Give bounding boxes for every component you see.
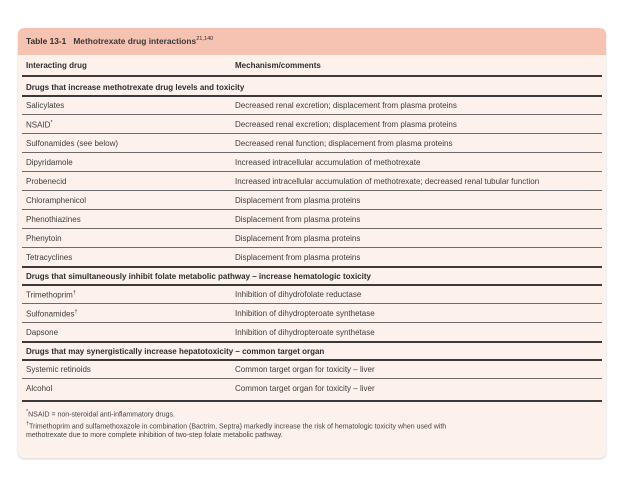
table-row-drug: Probenecid [26, 177, 67, 186]
footnote: methotrexate due to more complete inhibition of two-step folate metabolic pathway. [26, 432, 283, 439]
row-rule [22, 152, 602, 153]
table-row-mechanism: Inhibition of dihydropteroate synthetase [235, 309, 375, 318]
section-heading: Drugs that may synergistically increase hepatotoxicity – common target organ [26, 347, 325, 356]
row-rule [22, 114, 602, 115]
table-row-mechanism: Decreased renal excretion; displacement from plasma proteins [235, 101, 457, 110]
section-rule [22, 284, 602, 286]
table-title-bar [18, 28, 606, 55]
footnote: *NSAID = non-steroidal anti-inflammatory drugs. [26, 409, 175, 419]
table-row-mechanism: Decreased renal function; displacement from plasma proteins [235, 139, 453, 148]
row-rule [22, 133, 602, 134]
table-row-mechanism: Displacement from plasma proteins [235, 196, 361, 205]
section-rule [22, 266, 602, 268]
table-bottom-rule [22, 400, 602, 402]
table-row-mechanism: Displacement from plasma proteins [235, 215, 361, 224]
table-row-mechanism: Common target organ for toxicity – liver [235, 384, 375, 393]
table-row-drug: Sulfonamides (see below) [26, 139, 119, 148]
table-row-mechanism: Inhibition of dihydropteroate synthetase [235, 328, 375, 337]
column-header-drug: Interacting drug [26, 61, 87, 70]
row-rule [22, 247, 602, 248]
section-heading: Drugs that simultaneously inhibit folate metabolic pathway – increase hematologic toxicity [26, 272, 371, 281]
section-rule [22, 359, 602, 361]
table-row-mechanism: Increased intracellular accumulation of methotrexate; decreased renal tubular function [235, 177, 540, 186]
row-rule [22, 228, 602, 229]
table-row-drug: Trimethoprim† [26, 290, 76, 300]
table-row-drug: Phenothiazines [26, 215, 81, 224]
table-row-mechanism: Displacement from plasma proteins [235, 234, 361, 243]
table-title-refs: 21,140 [196, 36, 214, 43]
table-row-mechanism: Increased intracellular accumulation of methotrexate [235, 158, 421, 167]
footnote: †Trimethoprim and sulfamethoxazole in combination (Bactrim, Septra) markedly increase the risk of hematologic toxicity when used with [26, 421, 447, 431]
table-row-drug: Tetracyclines [26, 253, 73, 262]
table-row-mechanism: Decreased renal excretion; displacement from plasma proteins [235, 120, 457, 129]
table-row-drug: NSAID* [26, 120, 53, 130]
table-row-drug: Alcohol [26, 384, 53, 393]
section-rule [22, 95, 602, 97]
table-row-drug: Dipyridamole [26, 158, 73, 167]
table-row-mechanism: Displacement from plasma proteins [235, 253, 361, 262]
row-rule [22, 171, 602, 172]
row-rule [22, 209, 602, 210]
header-rule [22, 75, 602, 77]
table-row-drug: Sulfonamides† [26, 309, 78, 319]
table-caption: Methotrexate drug interactions [73, 36, 197, 46]
table-number: Table 13-1 [26, 36, 67, 46]
row-rule [22, 190, 602, 191]
row-rule [22, 378, 602, 379]
row-rule [22, 322, 602, 323]
table-row-drug: Salicylates [26, 101, 65, 110]
table-row-mechanism: Inhibition of dihydrofolate reductase [235, 290, 362, 299]
table-row-drug: Systemic retinoids [26, 365, 91, 374]
table-title [26, 36, 213, 46]
column-header-mechanism: Mechanism/comments [235, 61, 321, 70]
table-row-drug: Phenytoin [26, 234, 62, 243]
section-heading: Drugs that increase methotrexate drug levels and toxicity [26, 83, 245, 92]
table-row-mechanism: Common target organ for toxicity – liver [235, 365, 375, 374]
table-row-drug: Dapsone [26, 328, 59, 337]
table-row-drug: Chloramphenicol [26, 196, 87, 205]
row-rule [22, 303, 602, 304]
section-rule [22, 341, 602, 343]
table-card [18, 28, 606, 458]
